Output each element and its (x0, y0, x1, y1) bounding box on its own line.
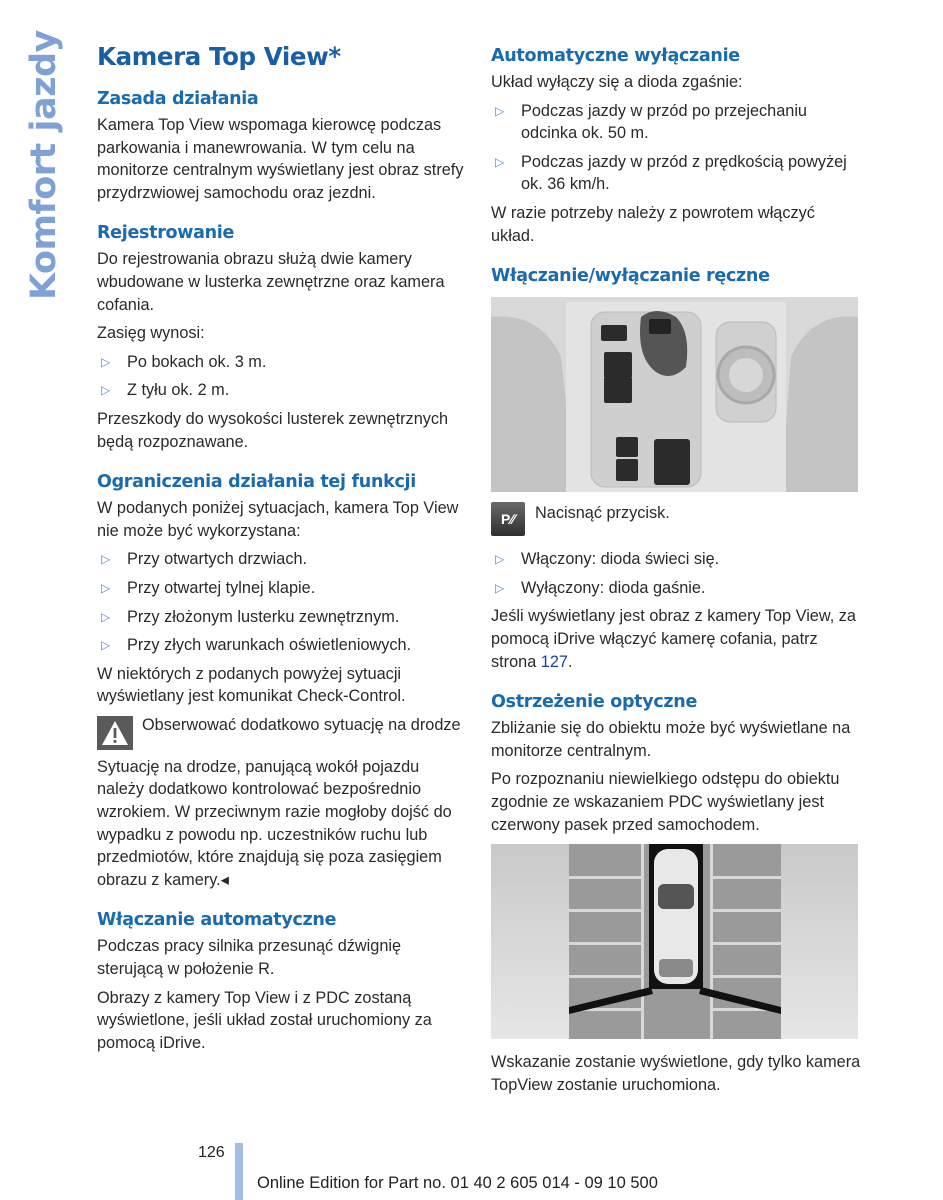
pdc-camera-button-icon: P ∕∕ (491, 502, 525, 536)
list-item: ▷ Podczas jazdy w przód z prędkością powyżej ok. 36 km/h. (495, 152, 847, 194)
edition-footer: Online Edition for Part no. 01 40 2 605 014 - 09 10 500 (257, 1174, 658, 1192)
page-link-127[interactable]: 127 (540, 652, 568, 671)
list-item: ▷ Przy otwartej tylnej klapie. (97, 577, 469, 600)
paragraph: Przeszkody do wysokości lusterek zewnętrznych będą rozpoznawane. (97, 409, 449, 451)
paragraph: Zbliżanie się do obiektu może być wyświetlane na monitorze centralnym. (491, 719, 851, 760)
list-item: ▷ Podczas jazdy w przód po przejechaniu odcinka ok. 50 m. (495, 101, 807, 143)
triangle-bullet-icon: ▷ (101, 638, 111, 653)
list-item: ▷ Z tyłu ok. 2 m. (97, 379, 469, 402)
triangle-bullet-icon: ▷ (495, 154, 505, 169)
bullet-list (491, 100, 861, 196)
section-heading: Rejestrowanie (97, 223, 235, 244)
list-item: ▷ Przy złych warunkach oświetleniowych. (97, 634, 469, 657)
paragraph: Kamera Top View wspomaga kierowcę podczas parkowania i manewrowania. W tym celu na monitorze centralnym wyświetlany jest obraz strefy przydrzwiowej samochodu oraz jezdni. (97, 116, 464, 202)
warning-body: Sytuację na drodze, panującą wokół pojazdu należy dodatkowo kontrolować bezpośrednio wzrokiem. W przeciwnym razie mogłoby dojść do wypadku z powodu np. uczestników ruchu lub przedmiotów, które znajdują się poza zasięgiem obrazu z kamery.◂ (97, 757, 452, 889)
paragraph: W niektórych z podanych powyżej sytuacji wyświetlany jest komunikat Check-Control. (97, 664, 406, 706)
list-item: ▷ Włączony: dioda świeci się. (491, 548, 861, 571)
bullet-list (97, 548, 469, 656)
triangle-bullet-icon: ▷ (101, 580, 111, 595)
section-heading: Zasada działania (97, 89, 259, 109)
right-column (491, 44, 861, 1113)
section-heading: Automatyczne wyłączanie (491, 46, 740, 66)
section-heading: Ograniczenia działania tej funkcji (97, 472, 416, 493)
section-heading: Włączanie/wyłączanie ręczne (491, 266, 770, 287)
section-heading: Ostrzeżenie optyczne (491, 692, 698, 713)
list-item: ▷ Po bokach ok. 3 m. (97, 351, 469, 374)
triangle-bullet-icon: ▷ (101, 552, 111, 567)
paragraph: Podczas pracy silnika przesunąć dźwignię sterującą w położenie R. (97, 937, 402, 979)
paragraph: Obrazy z kamery Top View i z PDC zostaną wyświetlone, jeśli układ został uruchomiony za pomocą iDrive. (97, 988, 432, 1052)
top-view-camera-image (491, 844, 858, 1039)
list-item: ▷ Przy otwartych drzwiach. (97, 548, 469, 571)
warning-title: Obserwować dodatkowo sytuację na drodze (142, 715, 461, 734)
section-rejestrowanie (97, 221, 469, 453)
triangle-bullet-icon: ▷ (495, 103, 505, 118)
section-zasada (97, 87, 469, 204)
paragraph: Układ wyłączy się a dioda zgaśnie: (491, 73, 743, 91)
triangle-bullet-icon: ▷ (101, 354, 111, 369)
page-title: Kamera Top View* (97, 42, 341, 71)
bullet-list (97, 351, 469, 402)
paragraph: Do rejestrowania obrazu służą dwie kamery wbudowane w lusterka zewnętrzne oraz kamera cofania. (97, 250, 445, 314)
triangle-bullet-icon: ▷ (101, 383, 111, 398)
left-column (97, 40, 469, 1071)
section-wlaczanie-auto (97, 908, 469, 1054)
list-item: ▷ Wyłączony: dioda gaśnie. (491, 577, 861, 600)
pdc-button-row (491, 502, 861, 536)
section-reczne (491, 264, 861, 673)
paragraph: Jeśli wyświetlany jest obraz z kamery Top View, za pomocą iDrive włączyć kamerę cofania, patrz strona 127. (491, 607, 856, 671)
center-console-image (491, 297, 858, 492)
paragraph: Zasięg wynosi: (97, 324, 205, 343)
triangle-bullet-icon: ▷ (495, 552, 505, 567)
paragraph: W podanych poniżej sytuacjach, kamera Top View nie może być wykorzystana: (97, 499, 459, 540)
footer-accent-bar (235, 1143, 243, 1200)
warning-box (97, 714, 469, 750)
triangle-bullet-icon: ▷ (495, 580, 505, 595)
section-heading: Włączanie automatyczne (97, 910, 337, 931)
paragraph: Po rozpoznaniu niewielkiego odstępu do obiektu zgodnie ze wskazaniem PDC wyświetlany jest czerwony pasek przed samochodem. (491, 770, 840, 834)
list-item: ▷ Przy złożonym lusterku zewnętrznym. (97, 606, 469, 629)
triangle-bullet-icon: ▷ (101, 609, 111, 624)
section-ograniczenia (97, 470, 469, 891)
warning-triangle-icon (97, 716, 133, 750)
image-caption: Wskazanie zostanie wyświetlone, gdy tylko kamera TopView zostanie uruchomiona. (491, 1053, 861, 1094)
paragraph: W razie potrzeby należy z powrotem włączyć układ. (491, 203, 815, 245)
section-ostrzezenie (491, 690, 861, 1096)
button-instruction: Nacisnąć przycisk. (535, 504, 670, 523)
bullet-list (491, 548, 861, 599)
page-number: 126 (198, 1144, 225, 1161)
chapter-title-vertical: Komfort jazdy (24, 30, 64, 300)
section-auto-wylaczanie (491, 44, 861, 247)
